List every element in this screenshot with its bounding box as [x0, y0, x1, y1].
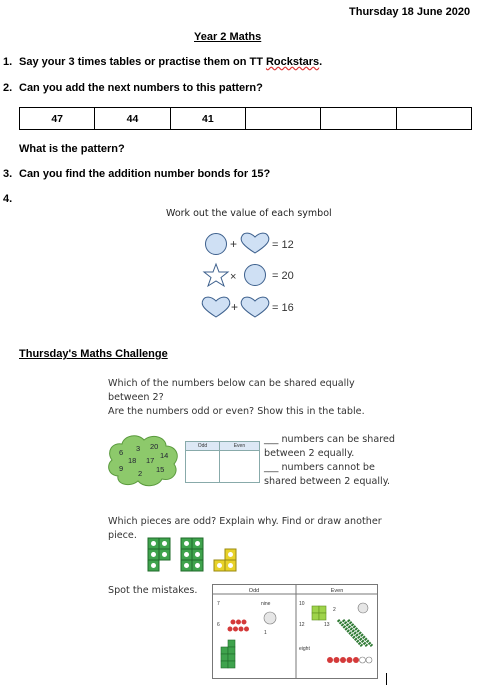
spot-mistakes-text: Spot the mistakes.	[108, 585, 198, 596]
question-text: Can you add the next numbers to this pattern?	[19, 82, 263, 94]
shared-line: between 2 equally.	[264, 448, 355, 459]
shared-line: ___ numbers cannot be	[264, 462, 375, 473]
intro-line: Are the numbers odd or even? Show this in the table.	[108, 406, 365, 417]
pattern-row	[20, 108, 472, 130]
question-number: 1.	[3, 56, 13, 68]
mistake-label: eight	[299, 646, 310, 652]
mistake-label: 7	[217, 601, 220, 607]
intro-line: between 2?	[108, 392, 164, 403]
result-text: = 20	[272, 270, 294, 282]
bush-number: 17	[146, 456, 155, 465]
circle-icon	[206, 234, 227, 255]
cube-square-icon	[312, 606, 326, 620]
bush-shape	[109, 436, 178, 486]
pattern-question: What is the pattern?	[19, 143, 125, 155]
heart-icon	[241, 233, 269, 253]
pieces-line: Which pieces are odd? Explain why. Find or draw another	[108, 516, 382, 527]
challenge-title: Thursday's Maths Challenge	[19, 348, 168, 360]
odd-column-header: Odd	[248, 588, 260, 594]
symbol-instruction: Work out the value of each symbol	[166, 208, 332, 219]
pieces-line: piece.	[108, 530, 137, 541]
mistakes-table	[212, 584, 378, 679]
bush-number: 15	[156, 465, 165, 474]
shared-line: shared between 2 equally.	[264, 476, 391, 487]
number-pieces	[147, 536, 243, 572]
green-piece-six	[181, 538, 203, 571]
question-number: 2.	[3, 82, 13, 94]
times-sign: ×	[230, 271, 237, 283]
pattern-cell	[321, 108, 396, 130]
bush-number: 3	[136, 444, 141, 453]
shared-line: ___ numbers can be shared	[264, 434, 395, 445]
star-icon	[204, 264, 228, 286]
question-number: 3.	[3, 168, 13, 180]
odd-even-table	[185, 441, 260, 483]
symbol-equations	[200, 228, 310, 323]
bush-number: 6	[119, 448, 124, 457]
green-piece-five	[148, 538, 170, 571]
even-header: Even	[219, 442, 259, 451]
coin-icon	[358, 603, 368, 613]
circle-icon	[245, 265, 266, 286]
bush-number: 18	[128, 456, 137, 465]
yellow-piece-three	[214, 549, 236, 571]
pattern-cell	[396, 108, 471, 130]
plus-sign: +	[231, 300, 239, 314]
date-heading: Thursday 18 June 2020	[349, 6, 471, 18]
mistake-label: 6	[217, 622, 220, 628]
question-4	[3, 193, 12, 205]
bush-number: 20	[150, 442, 159, 451]
even-cell	[219, 451, 259, 483]
odd-cell	[186, 451, 220, 483]
bush-number: 9	[119, 464, 124, 473]
question-2	[3, 82, 263, 94]
mistake-label: 2	[333, 607, 336, 613]
question-text: Can you find the addition number bonds for 15?	[19, 168, 271, 180]
shared-text	[264, 433, 395, 489]
pattern-cell: 44	[95, 108, 170, 130]
question-3	[3, 168, 270, 180]
bush-number: 14	[160, 451, 169, 460]
text-cursor	[386, 673, 387, 685]
challenge-intro	[108, 377, 365, 419]
question-text-end: .	[319, 56, 323, 68]
coin-icon	[264, 612, 276, 624]
bush-number: 2	[138, 469, 143, 478]
heart-icon	[241, 297, 269, 317]
page-title: Year 2 Maths	[194, 31, 262, 43]
question-text: Say your 3 times tables or practise them on TT	[19, 56, 266, 68]
question-number: 4.	[3, 193, 13, 205]
odd-header: Odd	[186, 442, 220, 451]
heart-icon	[202, 297, 230, 317]
plus-sign: +	[230, 237, 238, 251]
intro-line: Which of the numbers below can be shared equally	[108, 378, 355, 389]
mistake-label: 10	[299, 601, 305, 607]
mistake-label: 12	[299, 622, 305, 628]
pattern-table	[19, 107, 472, 130]
number-bush	[104, 432, 182, 488]
pattern-cell	[246, 108, 321, 130]
mistake-label: nine	[261, 601, 271, 607]
rockstars-text: Rockstars	[265, 56, 320, 68]
question-1	[3, 56, 322, 68]
result-text: = 12	[272, 239, 294, 251]
mistake-label: 1	[264, 630, 267, 636]
pattern-cell: 47	[20, 108, 95, 130]
mistake-label: 13	[324, 622, 330, 628]
result-text: = 16	[272, 302, 294, 314]
even-column-header: Even	[330, 588, 344, 594]
pattern-cell: 41	[170, 108, 245, 130]
